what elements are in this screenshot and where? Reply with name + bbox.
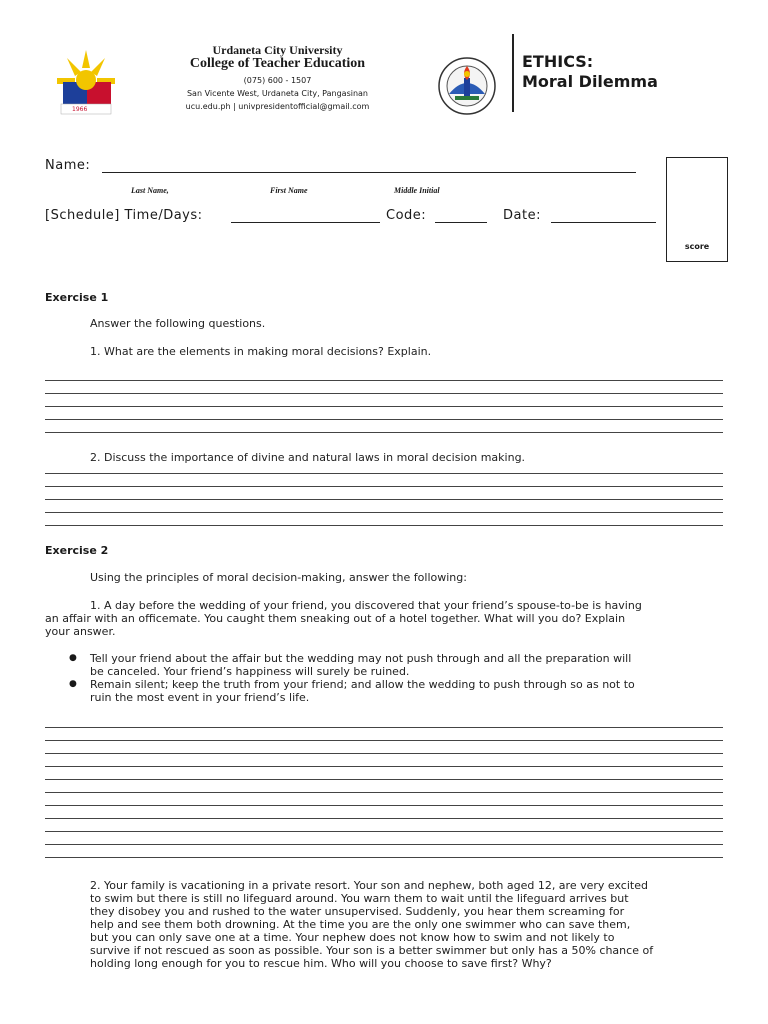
college-name: College of Teacher Education bbox=[189, 56, 366, 71]
exercise2-question2-line: to swim but there is still no lifeguard around. You warn them to wait until the lifeguard arrives but bbox=[90, 892, 629, 905]
answer-line[interactable] bbox=[45, 792, 723, 793]
exercise2-question1-line: 1. A day before the wedding of your friend, you discovered that your friend’s spouse-to-be is having bbox=[90, 599, 642, 612]
answer-line[interactable] bbox=[45, 818, 723, 819]
middle-initial-hint: Middle Initial bbox=[394, 186, 440, 195]
name-field[interactable] bbox=[102, 172, 636, 173]
exercise1-question1: 1. What are the elements in making moral decisions? Explain. bbox=[90, 345, 432, 358]
answer-line[interactable] bbox=[45, 844, 723, 845]
exercise2-question2-line: but you can only save one at a time. Your nephew does not know how to swim and not likely to bbox=[90, 931, 615, 944]
header-divider bbox=[512, 34, 514, 112]
date-label: Date: bbox=[503, 208, 541, 223]
answer-line[interactable] bbox=[45, 406, 723, 407]
seal-icon bbox=[437, 56, 497, 116]
last-name-hint: Last Name, bbox=[131, 186, 169, 195]
answer-line[interactable] bbox=[45, 753, 723, 754]
answer-line[interactable] bbox=[45, 831, 723, 832]
answer-line[interactable] bbox=[45, 432, 723, 433]
exercise2-question2-line: help and see them both drowning. At the time you are the only one swimmer who can save them, bbox=[90, 918, 631, 931]
code-field[interactable] bbox=[435, 222, 487, 223]
address: San Vicente West, Urdaneta City, Pangasinan bbox=[186, 89, 369, 98]
exercise2-question1-line: your answer. bbox=[45, 625, 116, 638]
bullet-icon: ● bbox=[69, 653, 77, 663]
score-label: score bbox=[684, 242, 710, 251]
exercise1-title: Exercise 1 bbox=[45, 291, 109, 304]
exercise2-question2-line: survive if not rescued as soon as possible. Your son is a better swimmer but only has a 50% chance of bbox=[90, 944, 654, 957]
answer-line[interactable] bbox=[45, 380, 723, 381]
answer-line[interactable] bbox=[45, 486, 723, 487]
answer-line[interactable] bbox=[45, 857, 723, 858]
answer-line[interactable] bbox=[45, 393, 723, 394]
course-title: ETHICS: bbox=[522, 52, 594, 71]
university-name: Urdaneta City University bbox=[212, 43, 343, 57]
date-field[interactable] bbox=[551, 222, 656, 223]
answer-line[interactable] bbox=[45, 473, 723, 474]
exercise2-instruction: Using the principles of moral decision-making, answer the following: bbox=[90, 571, 467, 584]
name-label: Name: bbox=[45, 158, 91, 173]
option2-line: Remain silent; keep the truth from your friend; and allow the wedding to push through so as not to bbox=[90, 678, 635, 691]
option1-line: Tell your friend about the affair but the wedding may not push through and all the preparation will bbox=[90, 652, 632, 665]
first-name-hint: First Name bbox=[270, 186, 308, 195]
exercise2-question2-line: holding long enough for you to rescue him. Who will you choose to save first? Why? bbox=[90, 957, 552, 970]
answer-line[interactable] bbox=[45, 499, 723, 500]
schedule-label: [Schedule] Time/Days: bbox=[45, 208, 203, 223]
answer-line[interactable] bbox=[45, 525, 723, 526]
logo-year: 1966 bbox=[72, 106, 88, 113]
university-seal bbox=[437, 56, 497, 116]
answer-line[interactable] bbox=[45, 727, 723, 728]
option2-line: ruin the most event in your friend’s life. bbox=[90, 691, 310, 704]
answer-line[interactable] bbox=[45, 805, 723, 806]
answer-line[interactable] bbox=[45, 740, 723, 741]
exercise2-question1-line: an affair with an officemate. You caught them sneaking out of a hotel together. What will you do? Explain bbox=[45, 612, 626, 625]
topic-title: Moral Dilemma bbox=[522, 72, 658, 91]
answer-line[interactable] bbox=[45, 766, 723, 767]
answer-line[interactable] bbox=[45, 512, 723, 513]
exercise1-instruction: Answer the following questions. bbox=[90, 317, 266, 330]
contact-info: ucu.edu.ph | univpresidentofficial@gmail.com bbox=[185, 102, 370, 111]
answer-line[interactable] bbox=[45, 419, 723, 420]
bullet-icon: ● bbox=[69, 679, 77, 689]
answer-line[interactable] bbox=[45, 779, 723, 780]
code-label: Code: bbox=[386, 208, 427, 223]
phone-number: (075) 600 - 1507 bbox=[243, 76, 312, 85]
exercise2-question2-line: 2. Your family is vacationing in a private resort. Your son and nephew, both aged 12, are very excited bbox=[90, 879, 648, 892]
exercise1-question2: 2. Discuss the importance of divine and natural laws in moral decision making. bbox=[90, 451, 526, 464]
schedule-field[interactable] bbox=[231, 222, 380, 223]
option1-line: be canceled. Your friend’s happiness will surely be ruined. bbox=[90, 665, 410, 678]
exercise2-title: Exercise 2 bbox=[45, 544, 109, 557]
exercise2-question2-line: they disobey you and rushed to the water unsupervised. Suddenly, you hear them screaming for bbox=[90, 905, 625, 918]
